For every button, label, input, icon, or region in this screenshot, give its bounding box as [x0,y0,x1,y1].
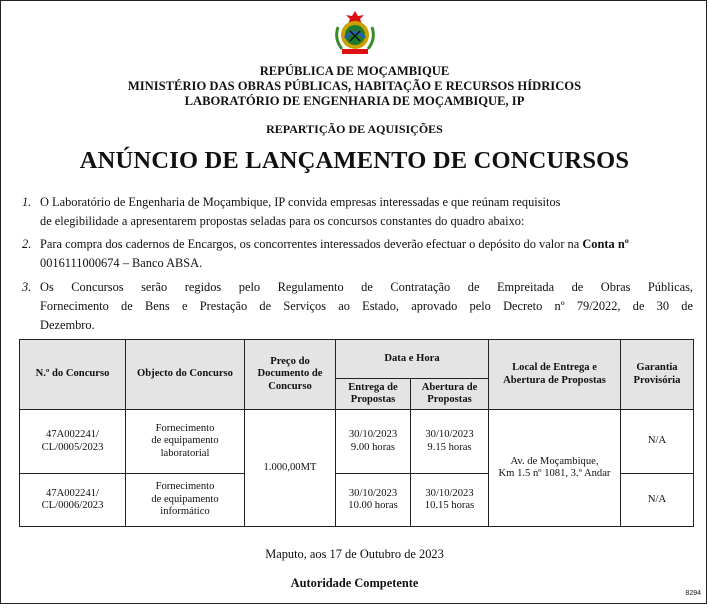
header-price: Preço do Documento de Concurso [245,340,336,410]
location-cell: Av. de Moçambique, Km 1.5 nº 1081, 3.º Andar [489,410,621,527]
tender-number-cell: 47A002241/ CL/0005/2023 [20,410,126,474]
opening-cell: 30/10/2023 9.15 horas [411,410,489,474]
paragraph-line: Os Concursos serão regidos pelo Regulamento de Contratação de Empreitada de Obras Públicas, [40,280,693,294]
paragraph-line: 0016111000674 – Banco ABSA. [40,256,203,270]
tender-number-cell: 47A002241/ CL/0006/2023 [20,474,126,527]
department-heading: REPARTIÇÃO DE AQUISIÇÕES [266,122,443,136]
paragraph-line: Fornecimento de Bens e Prestação de Serviços ao Estado, aprovado pelo Decreto nº 79/2022, de 30 de [40,299,693,313]
header-object: Objecto do Concurso [126,340,245,410]
header-opening: Abertura de Propostas [411,379,489,410]
paragraph-text: Para compra dos cadernos de Encargos, os concorrentes interessados deverão efectuar o depósito do valor na [40,237,583,251]
republic-heading: REPÚBLICA DE MOÇAMBIQUE [259,64,450,78]
tender-object-cell: Fornecimento de equipamento laboratorial [126,410,245,474]
header-delivery: Entrega de Propostas [336,379,411,410]
guarantee-cell: N/A [621,410,694,474]
guarantee-cell: N/A [621,474,694,527]
paragraph-line [40,235,629,254]
header-number: N.º do Concurso [20,340,126,410]
authority-signature: Autoridade Competente [290,576,419,590]
ministry-heading: MINISTÉRIO DAS OBRAS PÚBLICAS, HABITAÇÃO E RECURSOS HÍDRICOS [127,79,582,93]
paragraph-number: 3. [22,280,32,294]
opening-cell: 30/10/2023 10.15 horas [411,474,489,527]
tender-table [19,339,694,527]
price-cell: 1.000,00MT [245,410,336,527]
delivery-cell: 30/10/2023 10.00 horas [336,474,411,527]
laboratory-heading: LABORATÓRIO DE ENGENHARIA DE MOÇAMBIQUE, IP [184,94,525,108]
header-guarantee: Garantia Provisória [621,340,694,410]
place-date: Maputo, aos 17 de Outubro de 2023 [265,547,444,561]
delivery-cell: 30/10/2023 9.00 horas [336,410,411,474]
tender-object-cell: Fornecimento de equipamento informático [126,474,245,527]
header-date-time: Data e Hora [336,340,489,379]
paragraph-line: O Laboratório de Engenharia de Moçambique, IP convida empresas interessadas e que reúnam requisitos [40,195,561,209]
page-title: ANÚNCIO DE LANÇAMENTO DE CONCURSOS [79,147,630,174]
mozambique-emblem [332,7,378,57]
paragraph-line: Dezembro. [40,318,95,332]
table-row [20,410,694,474]
paragraph-line: de elegibilidade a apresentarem propostas seladas para os concursos constantes do quadro abaixo: [40,214,525,228]
header-location: Local de Entrega e Abertura de Propostas [489,340,621,410]
account-label: Conta nº [582,237,629,251]
document-code: 8294 [685,590,701,597]
paragraph-number: 2. [22,237,32,251]
paragraph-number: 1. [22,195,32,209]
